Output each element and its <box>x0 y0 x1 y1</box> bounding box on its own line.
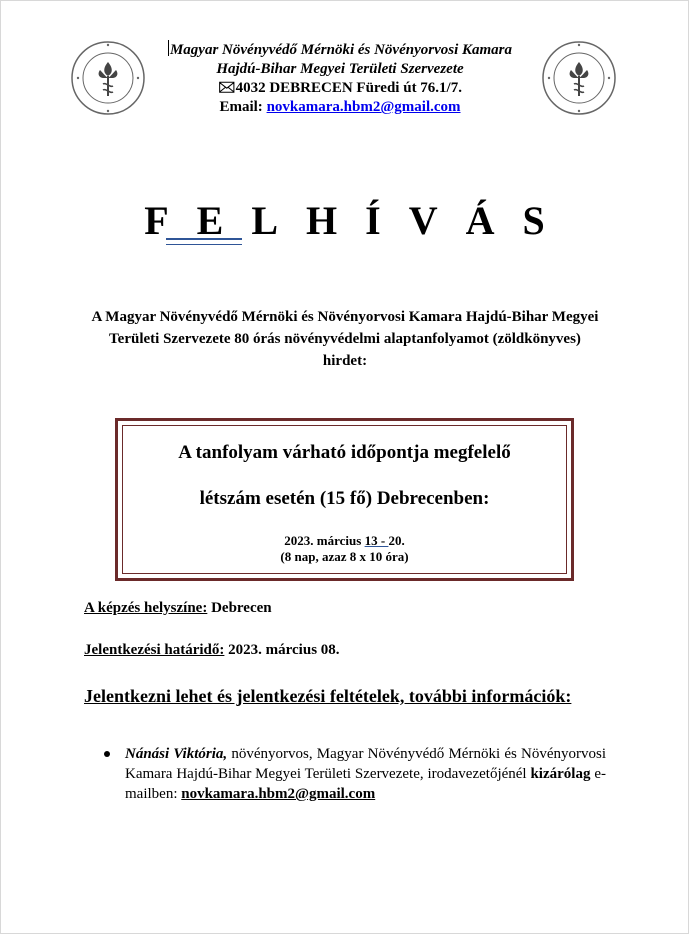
document-title: FELHÍVÁS <box>144 198 573 243</box>
intro-paragraph: A Magyar Növényvédő Mérnöki és Növényorvosi Kamara Hajdú-Bihar Megyei Területi Szervezete 80 órás növényvédelmi alaptanfolyamot (zöldkönyves) hirdet: <box>91 309 599 369</box>
header-address: 🖂4032 DEBRECEN Füredi út 76.1/7. <box>218 80 462 96</box>
contact-email-link[interactable]: novkamara.hbm2@gmail.com <box>181 786 376 802</box>
chamber-seal-logo-right <box>541 40 617 116</box>
training-location: A képzés helyszíne: Debrecen <box>84 600 272 616</box>
date-start: 13 - <box>364 533 389 548</box>
bullet-icon <box>104 751 110 757</box>
email-label: Email: <box>219 99 263 115</box>
contact-list-item: Nánási Viktória, növényorvos, Magyar Növényvédő Mérnöki és Növényorvosi Kamara Hajdú-Bihar Megyei Területi Szervezete, irodavezetőjénél kizárólag e-mailben: novkamara.hbm2@gmail.com <box>104 744 606 804</box>
chamber-seal-logo-left <box>70 40 146 116</box>
header-line1: Magyar Növényvédő Mérnöki és Növényorvosi Kamara <box>169 42 513 58</box>
contact-name: Nánási Viktória, <box>125 746 228 762</box>
header-line2: Hajdú-Bihar Megyei Területi Szervezete <box>216 61 464 77</box>
course-date-box <box>115 418 574 581</box>
email-link[interactable]: novkamara.hbm2@gmail.com <box>266 99 461 115</box>
header-email-row <box>150 98 530 117</box>
more-info-heading: Jelentkezni lehet és jelentkezési feltételek, további információk: <box>84 686 572 706</box>
envelope-icon: 🖂 <box>218 80 236 96</box>
box-heading-line2: létszám esetén (15 fő) Debrecenben: <box>199 488 490 509</box>
organization-header <box>150 40 530 117</box>
title-underline-decoration <box>166 238 242 245</box>
application-deadline: Jelentkezési határidő: 2023. március 08. <box>84 642 340 658</box>
course-duration: (8 nap, azaz 8 x 10 óra) <box>280 549 409 564</box>
box-heading-line1: A tanfolyam várható időpontja megfelelő <box>178 442 511 463</box>
course-dates: 2023. március 13 - 20. (8 nap, azaz 8 x 10 óra) <box>123 533 566 565</box>
